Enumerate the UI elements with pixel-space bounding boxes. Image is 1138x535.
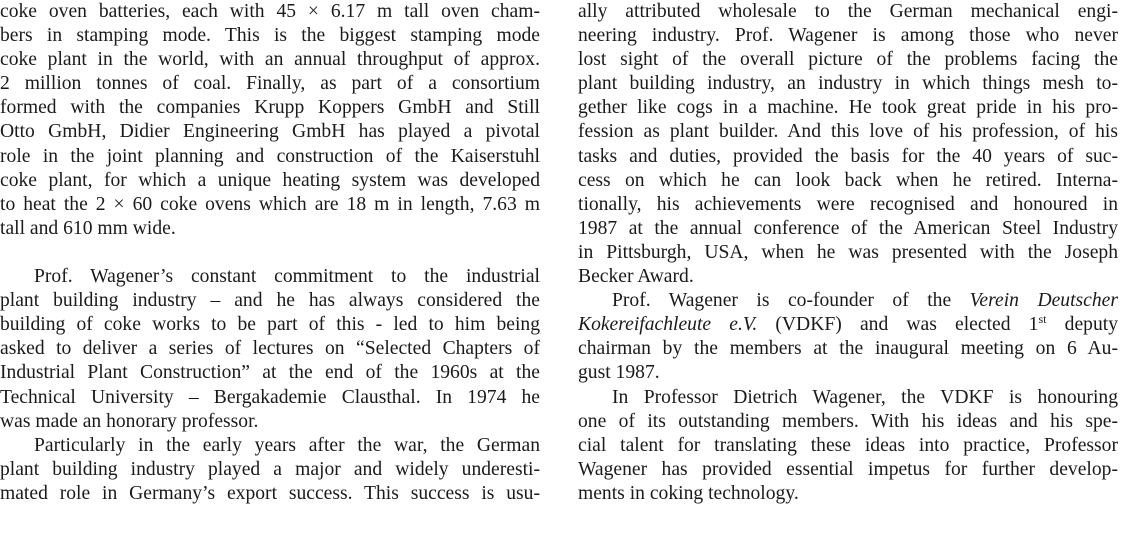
- text-line: formed with the companies Krupp Koppers GmbH and Still: [0, 97, 540, 119]
- text-line: Becker Award.: [578, 266, 694, 288]
- text-line: Otto GmbH, Didier Engineering GmbH has played a pivotal: [0, 121, 540, 143]
- text-line: Particularly in the early years after the war, the German: [34, 434, 540, 456]
- right-column: [578, 0, 1118, 506]
- text-line: plant building industry played a major and widely underesti-: [0, 458, 540, 480]
- text-line: bers in stamping mode. This is the biggest stamping mode: [0, 25, 540, 47]
- text-line: Industrial Plant Construction” at the end of the 1960s at the: [0, 362, 540, 384]
- text-line: to heat the 2 × 60 coke ovens which are 18 m in length, 7.63 m: [0, 193, 540, 215]
- paragraph-achievements: [578, 0, 1118, 289]
- text-line: gether like cogs in a machine. He took great pride in his pro-: [578, 97, 1118, 119]
- text-line: building of coke works to be part of this - led to him being: [0, 314, 540, 336]
- text-line: in Pittsburgh, USA, when he was presented with the Joseph: [578, 241, 1118, 263]
- text-line: coke plant, for which a unique heating system was developed: [0, 169, 540, 191]
- text-line: plant building industry – and he has always considered the: [0, 290, 540, 312]
- text-line: role in the joint planning and construction of the Kaiserstuhl: [0, 145, 540, 167]
- text-span: (VDKF) and was elected 1: [757, 314, 1039, 336]
- text-line: tionally, his achievements were recognised and honoured in: [578, 193, 1118, 215]
- text-line: cess on which he can look back when he retired. Interna-: [578, 169, 1118, 191]
- text-line: coke oven batteries, each with 45 × 6.17 m tall oven cham-: [0, 1, 540, 22]
- text-span: deputy: [1046, 314, 1118, 336]
- paragraph-lectures: [0, 265, 540, 434]
- paragraph-kaiserstuhl: [0, 0, 540, 241]
- text-line: 2 million tonnes of coal. Finally, as part of a consortium: [0, 73, 540, 95]
- text-line: tasks and duties, provided the basis for the 40 years of suc-: [578, 145, 1118, 167]
- text-line: 1987 at the annual conference of the American Steel Industry: [578, 217, 1118, 239]
- text-line: gust 1987.: [578, 362, 660, 384]
- text-line: In Professor Dietrich Wagener, the VDKF is honouring: [612, 386, 1118, 408]
- text-line: plant building industry, an industry in which things mesh to-: [578, 73, 1118, 95]
- text-span: Prof. Wagener is co-founder of the: [612, 290, 970, 312]
- text-line: ments in coking technology.: [578, 482, 799, 504]
- text-line: cial talent for translating these ideas into practice, Professor: [578, 434, 1118, 456]
- text-line: was made an honorary professor.: [0, 410, 259, 432]
- text-line: neering industry. Prof. Wagener is among those who never: [578, 25, 1118, 47]
- text-line: Wagener has provided essential impetus for further develop-: [578, 458, 1118, 480]
- text-line: lost sight of the overall picture of the problems facing the: [578, 49, 1118, 71]
- text-line: coke plant in the world, with an annual throughput of approx.: [0, 49, 540, 71]
- paragraph-vdkf: [578, 289, 1118, 385]
- left-column: [0, 0, 540, 506]
- paragraph-export-success: [0, 434, 540, 506]
- text-line: [578, 289, 1118, 313]
- text-line: mated role in Germany’s export success. This success is usu-: [0, 482, 540, 504]
- paragraph-gap: [0, 241, 540, 265]
- ordinal-superscript: st: [1038, 312, 1047, 327]
- text-line: tall and 610 mm wide.: [0, 217, 176, 239]
- text-line: ally attributed wholesale to the German mechanical engi-: [578, 1, 1118, 22]
- text-line: Prof. Wagener’s constant commitment to the industrial: [34, 266, 540, 288]
- text-line: Technical University – Bergakademie Clausthal. In 1974 he: [0, 386, 540, 408]
- text-line: fession as plant builder. And this love of his profession, of his: [578, 121, 1118, 143]
- paragraph-honouring: [578, 386, 1118, 506]
- text-line: [578, 313, 1118, 337]
- association-name: Kokereifachleute e.V.: [578, 314, 758, 336]
- text-line: one of its outstanding members. With his ideas and his spe-: [578, 410, 1118, 432]
- text-line: chairman by the members at the inaugural meeting on 6 Au-: [578, 338, 1118, 360]
- text-line: asked to deliver a series of lectures on “Selected Chapters of: [0, 338, 540, 360]
- association-name: Verein Deutscher: [969, 290, 1118, 312]
